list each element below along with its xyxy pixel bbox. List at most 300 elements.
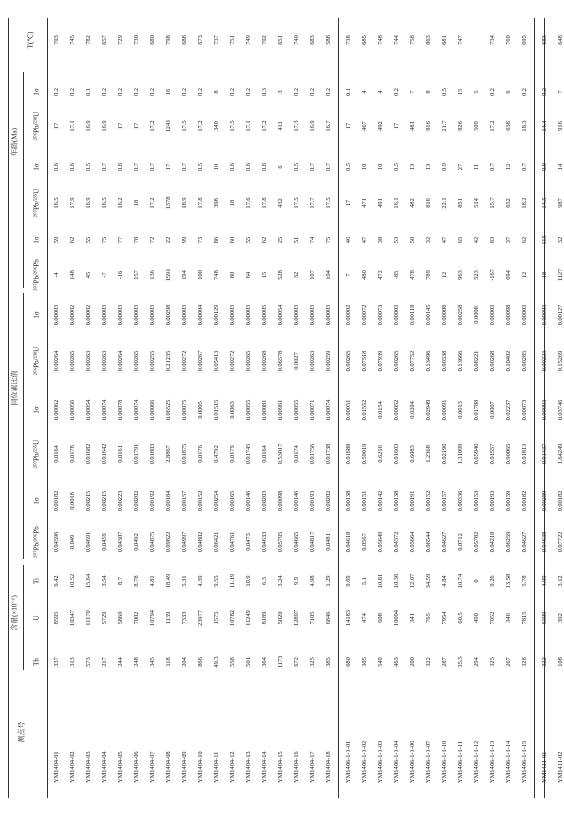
cell-th: 463 <box>392 657 400 667</box>
cell-age-pb206-u238: 509 <box>472 121 480 131</box>
cell-pb207-pb206: 0.04761 <box>228 531 236 553</box>
cell-ti: 3.12 <box>556 575 564 587</box>
cell-u: 7105 <box>308 611 316 625</box>
cell-pb207-pb206: 0.07722 <box>556 531 564 553</box>
cell-sigma-ratio-3: 0.00003 <box>132 304 140 326</box>
cell-sigma-ratio-3: 0.00003 <box>244 304 252 326</box>
cell-sigma-age-2: 14 <box>556 163 564 171</box>
cell-age-pb207-pb206: -4 <box>52 272 60 278</box>
cell-age-pb206-u238: 17 <box>344 122 352 130</box>
cell-age-pb207-u235: 16.9 <box>84 197 92 209</box>
cell-pb207-u235: 0.01756 <box>308 443 316 465</box>
cell-sigma-ratio-1: 0.00192 <box>148 490 156 512</box>
cell-pb206-u238: 0.08221 <box>472 350 480 372</box>
cell-age-pb206-u238: 17.5 <box>228 120 236 132</box>
cell-sigma-ratio-1: 0.00193 <box>488 490 496 512</box>
cell-pb207-pb206: 0.0712 <box>456 533 464 551</box>
cell-spot: YM1406-1-1-12 <box>472 740 480 783</box>
cell-temperature: 588 <box>324 35 332 45</box>
cell-age-pb207-u235: 22.1 <box>440 197 448 209</box>
cell-ti: 10.9 <box>244 575 252 587</box>
cell-sigma-ratio-1: 0.00254 <box>212 490 220 512</box>
cell-th: 558 <box>228 657 236 667</box>
cell-spot: YM1404-03 <box>84 751 92 783</box>
cell-sigma-age-2: 0.6 <box>228 163 236 171</box>
cell-sigma-ratio-1: 0.00146 <box>292 490 300 512</box>
cell-spot: YM1404-02 <box>68 751 76 783</box>
cell-sigma-age-1: 73 <box>196 236 204 244</box>
cell-pb207-u235: 0.4792 <box>212 445 220 463</box>
cell-age-pb207-pb206: 963 <box>456 270 464 280</box>
cell-u: 346 <box>504 613 512 623</box>
cell-sigma-age-1: 37 <box>504 236 512 244</box>
cell-sigma-ratio-1: 0.00151 <box>360 490 368 512</box>
cell-ti: 4.39 <box>196 575 204 587</box>
cell-pb207-pb206: 0.04372 <box>392 531 400 553</box>
cell-th: 385 <box>324 657 332 667</box>
cell-sigma-ratio-2: 0.01788 <box>472 399 480 421</box>
cell-spot: YM1404-14 <box>260 751 268 783</box>
cell-sigma-ratio-3: 0.00098 <box>504 304 512 326</box>
cell-spot: YM1404-17 <box>308 751 316 783</box>
cell-temperature: 751 <box>228 35 236 45</box>
cell-pb207-u235: 0.0161 <box>116 445 124 463</box>
cell-th: 287 <box>440 657 448 667</box>
cell-sigma-ratio-1: 0.00182 <box>520 490 528 512</box>
cell-age-pb207-u235: 482 <box>408 198 416 208</box>
cell-sigma-age-3: 0.2 <box>180 88 188 96</box>
cell-th: 49.3 <box>212 656 220 668</box>
cell-sigma-age-2: 0.7 <box>520 163 528 171</box>
cell-pb207-u235: 0.01745 <box>244 443 252 465</box>
cell-sigma-age-2: 13 <box>408 163 416 171</box>
cell-temperature: 769 <box>504 35 512 45</box>
cell-temperature: 737 <box>212 35 220 45</box>
pb206-u238-header: ²⁰⁶Pb/²³⁸U <box>32 346 41 376</box>
cell-pb207-u235: 0.01642 <box>100 443 108 465</box>
cell-sigma-age-3: 8 <box>212 90 220 94</box>
cell-pb207-pb206: 0.0481 <box>324 533 332 551</box>
cell-sigma-ratio-3: 0.00003 <box>180 304 188 326</box>
cell-spot: YM1404-15 <box>276 751 284 783</box>
cell-th: 200 <box>408 657 416 667</box>
cell-spot: YM1406-1-1-13 <box>488 740 496 783</box>
cell-age-pb206-u238: 17.1 <box>244 120 252 132</box>
cell-sigma-age-2: 10 <box>360 163 368 171</box>
cell-sigma-age-2: 0.7 <box>324 163 332 171</box>
cell-pb206-u238: 0.00265 <box>68 350 76 372</box>
cell-pb206-u238: 0.07752 <box>408 350 416 372</box>
cell-age-pb207-pb206: 528 <box>276 270 284 280</box>
cell-th: 248 <box>132 657 140 667</box>
cell-sigma-ratio-2: 0.01552 <box>360 399 368 421</box>
cell-th: 325 <box>308 657 316 667</box>
cell-age-pb207-u235: 14.5 <box>540 197 548 209</box>
cell-temperature: 648 <box>556 35 564 45</box>
cell-sigma-age-2: 0.7 <box>180 163 188 171</box>
cell-sigma-age-1: 65 <box>456 236 464 244</box>
cell-ti: 9.26 <box>488 575 496 587</box>
cell-age-pb206-u238: 17 <box>116 122 124 130</box>
cell-sigma-ratio-2: 0.0204 <box>408 401 416 419</box>
cell-pb206-u238: 0.07518 <box>360 350 368 372</box>
cell-age-pb206-u238: 16.9 <box>100 120 108 132</box>
cell-pb206-u238: 0.13666 <box>456 350 464 372</box>
cell-age-pb207-u235: 17.8 <box>196 197 204 209</box>
cell-th: 244 <box>116 657 124 667</box>
cell-sigma-ratio-2: 0.00961 <box>276 399 284 421</box>
cell-age-pb207-u235: 17.2 <box>148 197 156 209</box>
cell-ti: 4.81 <box>148 575 156 587</box>
cell-age-pb207-u235: 18.2 <box>520 197 528 209</box>
cell-ti: 5.31 <box>180 575 188 587</box>
cell-ti: 4.98 <box>308 575 316 587</box>
cell-sigma-ratio-1: 0.00138 <box>392 490 400 512</box>
cell-temperature: 695 <box>520 35 528 45</box>
cell-sigma-age-1: 55 <box>244 236 252 244</box>
cell-temperature: 729 <box>116 35 124 45</box>
cell-age-pb206-u238: 17 <box>132 122 140 130</box>
cell-sigma-age-1: 47 <box>360 236 368 244</box>
cell-sigma-age-3: 0.2 <box>68 88 76 96</box>
cell-sigma-ratio-2: 0.00091 <box>440 399 448 421</box>
cell-sigma-ratio-3: 0.00003 <box>100 304 108 326</box>
cell-age-pb207-pb206: 45 <box>84 271 92 279</box>
cell-pb206-u238: 0.07939 <box>376 350 384 372</box>
cell-pb207-pb206: 0.05664 <box>408 531 416 553</box>
cell-sigma-age-2: 0.6 <box>68 163 76 171</box>
cell-pb207-pb206: 0.06544 <box>424 531 432 553</box>
temperature-header: T(℃) <box>26 31 35 49</box>
cell-spot: YM1406-1-1-14 <box>504 740 512 783</box>
cell-sigma-ratio-3: 0.00003 <box>116 304 124 326</box>
cell-ti: 6.3 <box>260 577 268 585</box>
cell-ti: 3.24 <box>276 575 284 587</box>
cell-sigma-ratio-2: 0.00081 <box>260 399 268 421</box>
cell-sigma-age-3: 0.1 <box>84 88 92 96</box>
cell-age-pb207-u235: 432 <box>276 198 284 208</box>
cell-sigma-ratio-2: 0.00066 <box>148 399 156 421</box>
cell-pb207-u235: 0.0164 <box>260 445 268 463</box>
cell-sigma-age-1: 25 <box>276 236 284 244</box>
cell-th: 118 <box>164 657 172 667</box>
cell-sigma-ratio-1: 0.00203 <box>260 490 268 512</box>
cell-ti: 10.36 <box>392 573 400 589</box>
cell-pb207-u235: 0.01803 <box>148 443 156 465</box>
cell-age-pb207-pb206: 480 <box>360 270 368 280</box>
cell-ti: 0 <box>472 579 480 583</box>
cell-age-pb207-u235: 851 <box>456 198 464 208</box>
cell-sigma-ratio-3: 0.00002 <box>84 304 92 326</box>
cell-u: 341 <box>408 613 416 623</box>
cell-sigma-age-2: 0.5 <box>292 163 300 171</box>
cell-sigma-age-2: 0.8 <box>116 163 124 171</box>
cell-sigma-age-3: 0.3 <box>260 88 268 96</box>
group-separator <box>338 18 339 798</box>
cell-sigma-age-2: 0.7 <box>308 163 316 171</box>
cell-pb207-pb206: 0.04627 <box>520 531 528 553</box>
cell-sigma-ratio-1: 0.0018 <box>68 492 76 510</box>
cell-sigma-age-2: 0.7 <box>132 163 140 171</box>
cell-sigma-age-1: 59 <box>52 236 60 244</box>
cell-age-pb206-u238: 17 <box>392 122 400 130</box>
cell-ti: 4.99 <box>540 575 548 587</box>
cell-spot: YM1404-08 <box>164 751 172 783</box>
cell-age-pb207-u235: 18.9 <box>180 197 188 209</box>
cell-temperature: 745 <box>68 35 76 45</box>
cell-sigma-ratio-2: 0.00054 <box>84 399 92 421</box>
cell-sigma-age-2: 10 <box>212 163 220 171</box>
cell-temperature: 748 <box>376 35 384 45</box>
cell-sigma-age-3: 0.2 <box>520 88 528 96</box>
cell-sigma-ratio-2: 0.00055 <box>292 399 300 421</box>
sigma-header-4: 1σ <box>32 236 41 244</box>
cell-sigma-age-2: 0.5 <box>196 163 204 171</box>
cell-pb207-u235: 0.90065 <box>504 443 512 465</box>
cell-sigma-age-1: 75 <box>324 236 332 244</box>
cell-pb207-pb206: 0.0473 <box>244 533 252 551</box>
cell-ti: 10.74 <box>456 573 464 589</box>
cell-sigma-age-2: 0.5 <box>344 163 352 171</box>
cell-pb206-u238: 0.00264 <box>116 350 124 372</box>
cell-sigma-ratio-3: 0.00118 <box>408 304 416 326</box>
cell-age-pb206-u238: 492 <box>376 121 384 131</box>
cell-sigma-ratio-3: 0.00258 <box>456 304 464 326</box>
cell-sigma-ratio-1: 0.00223 <box>116 490 124 512</box>
cell-pb207-pb206: 0.05795 <box>276 531 284 553</box>
cell-th: 337 <box>52 657 60 667</box>
cell-spot: YM1404-10 <box>196 751 204 783</box>
rule-header <box>47 18 48 798</box>
cell-ti: 9.9 <box>292 577 300 585</box>
cell-age-pb207-u235: 16.2 <box>116 197 124 209</box>
cell-pb206-u238: 0.15269 <box>556 350 564 372</box>
cell-pb206-u238: 0.00259 <box>324 350 332 372</box>
cell-age-pb207-pb206: -167 <box>488 269 496 281</box>
cell-th: 364 <box>260 657 268 667</box>
age-pb207-pb206-header: ²⁰⁷Pb/²⁰⁶Pb <box>32 259 41 291</box>
cell-th: 328 <box>520 657 528 667</box>
sigma-header-1: 1σ <box>32 497 41 505</box>
cell-ti: 18.49 <box>164 573 172 589</box>
cell-sigma-ratio-1: 0.00152 <box>196 490 204 512</box>
cell-pb206-u238: 0.00223 <box>540 350 548 372</box>
cell-age-pb207-u235: 17.7 <box>308 197 316 209</box>
cell-pb207-u235: 0.01813 <box>520 443 528 465</box>
cell-age-pb207-pb206: 194 <box>180 270 188 280</box>
cell-temperature: 703 <box>52 35 60 45</box>
group-separator <box>534 18 535 798</box>
cell-sigma-ratio-2: 0.00093 <box>540 399 548 421</box>
cell-pb206-u238: 0.00285 <box>520 350 528 372</box>
cell-pb207-u235: 0.01603 <box>392 443 400 465</box>
cell-th: 573 <box>84 657 92 667</box>
cell-sigma-ratio-1: 0.00165 <box>228 490 236 512</box>
cell-sigma-ratio-1: 0.00098 <box>276 490 284 512</box>
cell-sigma-age-3: 0.2 <box>132 88 140 96</box>
cell-age-pb207-pb206: 1591 <box>164 268 172 282</box>
cell-pb207-pb206: 0.04691 <box>84 531 92 553</box>
cell-age-pb207-u235: 18 <box>228 199 236 207</box>
cell-sigma-ratio-1: 0.00157 <box>180 490 188 512</box>
cell-age-pb206-u238: 16.9 <box>308 120 316 132</box>
cell-pb206-u238: 0.06578 <box>276 350 284 372</box>
cell-pb207-u235: 0.01557 <box>488 443 496 465</box>
cell-sigma-age-3: 0.2 <box>488 88 496 96</box>
sigma-header-2: 1σ <box>32 406 41 414</box>
cell-age-pb207-pb206: 157 <box>132 270 140 280</box>
cell-sigma-age-1: 99 <box>180 236 188 244</box>
cell-sigma-ratio-3: 0.00003 <box>308 304 316 326</box>
cell-sigma-age-1: 62 <box>68 236 76 244</box>
cell-sigma-ratio-1: 0.00146 <box>244 490 252 512</box>
cell-age-pb206-u238: 1241 <box>164 119 172 133</box>
cell-th: 345 <box>148 657 156 667</box>
cell-pb207-pb206: 0.04817 <box>308 531 316 553</box>
cell-temperature: 673 <box>196 35 204 45</box>
cell-age-pb206-u238: 17.3 <box>292 120 300 132</box>
cell-pb207-pb206: 0.04618 <box>344 531 352 553</box>
cell-ti: 3.54 <box>100 575 108 587</box>
spot-header: 测点号 <box>17 721 26 743</box>
cell-pb207-u235: 0.6083 <box>408 445 416 463</box>
cell-pb207-u235: 0.01682 <box>84 443 92 465</box>
cell-temperature: 657 <box>100 35 108 45</box>
cell-age-pb207-u235: 17 <box>344 199 352 207</box>
cell-age-pb207-u235: 17.5 <box>292 197 300 209</box>
cell-temperature: 863 <box>424 35 432 45</box>
cell-sigma-ratio-2: 0.0063 <box>228 401 236 419</box>
cell-temperature: 798 <box>164 35 172 45</box>
cell-sigma-age-1: 62 <box>260 236 268 244</box>
cell-sigma-age-2: 0.8 <box>260 163 268 171</box>
cell-spot: YM1406-1-1-15 <box>520 740 528 783</box>
cell-ti: 1.29 <box>324 575 332 587</box>
cell-sigma-age-1: 60 <box>228 236 236 244</box>
cell-pb207-pb206: 0.04596 <box>52 531 60 553</box>
cell-pb207-u235: 0.65946 <box>472 443 480 465</box>
cell-th: 313 <box>68 657 76 667</box>
cell-ti: 4.84 <box>440 575 448 587</box>
cell-sigma-ratio-1: 0.00152 <box>424 490 432 512</box>
cell-sigma-age-1: 42 <box>472 236 480 244</box>
cell-pb206-u238: 0.00268 <box>260 350 268 372</box>
cell-sigma-ratio-2: 0.03746 <box>556 399 564 421</box>
cell-sigma-ratio-3: 0.00145 <box>424 304 432 326</box>
cell-age-pb206-u238: 340 <box>212 121 220 131</box>
cell-spot: YM1404-13 <box>244 751 252 783</box>
cell-pb206-u238: 0.00272 <box>228 350 236 372</box>
cell-sigma-ratio-3: 0.00003 <box>292 304 300 326</box>
cell-u: 474 <box>360 613 368 623</box>
cell-sigma-age-3: 0.2 <box>52 88 60 96</box>
cell-sigma-age-3: 6 <box>504 90 512 94</box>
cell-ti: 10.81 <box>376 573 384 589</box>
cell-sigma-age-2: 27 <box>456 163 464 171</box>
cell-age-pb207-pb206: 7 <box>344 273 352 277</box>
cell-u: 7002 <box>132 611 140 625</box>
cell-sigma-ratio-1: 0.00202 <box>132 490 140 512</box>
cell-sigma-ratio-3: 0.0008 <box>472 306 480 324</box>
cell-u: 7333 <box>180 611 188 625</box>
cell-sigma-age-3: 3 <box>276 90 284 94</box>
cell-sigma-age-2: 0.6 <box>52 163 60 171</box>
cell-sigma-ratio-1: 0.00215 <box>84 490 92 512</box>
cell-sigma-ratio-2: 0.00074 <box>324 399 332 421</box>
cell-sigma-age-2: 0.7 <box>100 163 108 171</box>
cell-sigma-ratio-1: 0.00142 <box>376 490 384 512</box>
cell-age-pb207-pb206: 694 <box>504 270 512 280</box>
cell-temperature: 651 <box>276 35 284 45</box>
cell-pb207-pb206: 0.04633 <box>260 531 268 553</box>
rule-left <box>8 18 9 798</box>
cell-age-pb207-pb206: -16 <box>116 270 124 280</box>
cell-pb207-u235: 0.01688 <box>344 443 352 465</box>
cell-sigma-ratio-3: 0.00008 <box>440 304 448 326</box>
cell-sigma-age-3: 8 <box>424 90 432 94</box>
cell-sigma-age-3: 7 <box>556 90 564 94</box>
cell-sigma-age-3: 16 <box>164 88 172 96</box>
cell-u: 60.5 <box>456 612 464 624</box>
sigma-header-5: 1σ <box>32 163 41 171</box>
cell-sigma-ratio-2: 0.0007 <box>488 401 496 419</box>
cell-sigma-age-3: 0.2 <box>116 88 124 96</box>
cell-u: 490 <box>472 613 480 623</box>
cell-age-pb206-u238: 826 <box>456 121 464 131</box>
cell-u: 8189 <box>260 611 268 625</box>
cell-sigma-ratio-3: 0.00127 <box>556 304 564 326</box>
cell-pb207-u235: 1.31099 <box>456 443 464 465</box>
cell-age-pb207-u235: 398 <box>212 198 220 208</box>
cell-ti: 5.1 <box>360 577 368 585</box>
cell-sigma-ratio-2: 0.06525 <box>164 399 172 421</box>
cell-pb207-pb206: 0.0492 <box>132 533 140 551</box>
cell-sigma-ratio-3: 0.00004 <box>196 304 204 326</box>
cell-sigma-ratio-1: 0.00289 <box>540 490 548 512</box>
cell-u: 6846 <box>324 611 332 625</box>
cell-pb207-pb206: 0.04875 <box>148 531 156 553</box>
cell-sigma-ratio-2: 0.00051 <box>344 399 352 421</box>
pb207-u235-header: ²⁰⁷Pb/²³⁵U <box>32 439 41 469</box>
cell-sigma-ratio-2: 0.0154 <box>376 401 384 419</box>
cell-sigma-ratio-2: 0.00078 <box>116 399 124 421</box>
cell-sigma-age-3: 0.1 <box>344 88 352 96</box>
cell-age-pb206-u238: 17.2 <box>196 120 204 132</box>
cell-pb207-u235: 0.01437 <box>540 443 548 465</box>
cell-u: 10782 <box>228 610 236 626</box>
cell-spot: YM1406-1-1-11 <box>456 740 464 783</box>
cell-pb207-pb206: 0.04307 <box>116 531 124 553</box>
pb207-pb206-header: ²⁰⁷Pb/²⁰⁶Pb <box>32 526 41 558</box>
cell-u: 5020 <box>276 611 284 625</box>
cell-age-pb207-u235: 1378 <box>164 196 172 210</box>
cell-sigma-ratio-3: 0.00003 <box>228 304 236 326</box>
cell-pb207-u235: 0.0174 <box>292 445 300 463</box>
cell-temperature: 782 <box>84 35 92 45</box>
cell-spot: YM1411-02 <box>556 751 564 783</box>
cell-th: 866 <box>196 657 204 667</box>
cell-spot: YM1406-1-1-04 <box>392 740 400 783</box>
cell-sigma-ratio-3: 0.00073 <box>376 304 384 326</box>
cell-sigma-age-2: 0.6 <box>244 163 252 171</box>
cell-sigma-ratio-1: 0.00191 <box>408 490 416 512</box>
cell-pb207-pb206: 0.049 <box>68 534 76 550</box>
cell-age-pb206-u238: 17 <box>52 122 60 130</box>
cell-th: 267 <box>504 657 512 667</box>
cell-ti: 8.7 <box>116 577 124 585</box>
cell-spot: YM1404-04 <box>100 751 108 783</box>
cell-age-pb207-pb206: 748 <box>212 270 220 280</box>
